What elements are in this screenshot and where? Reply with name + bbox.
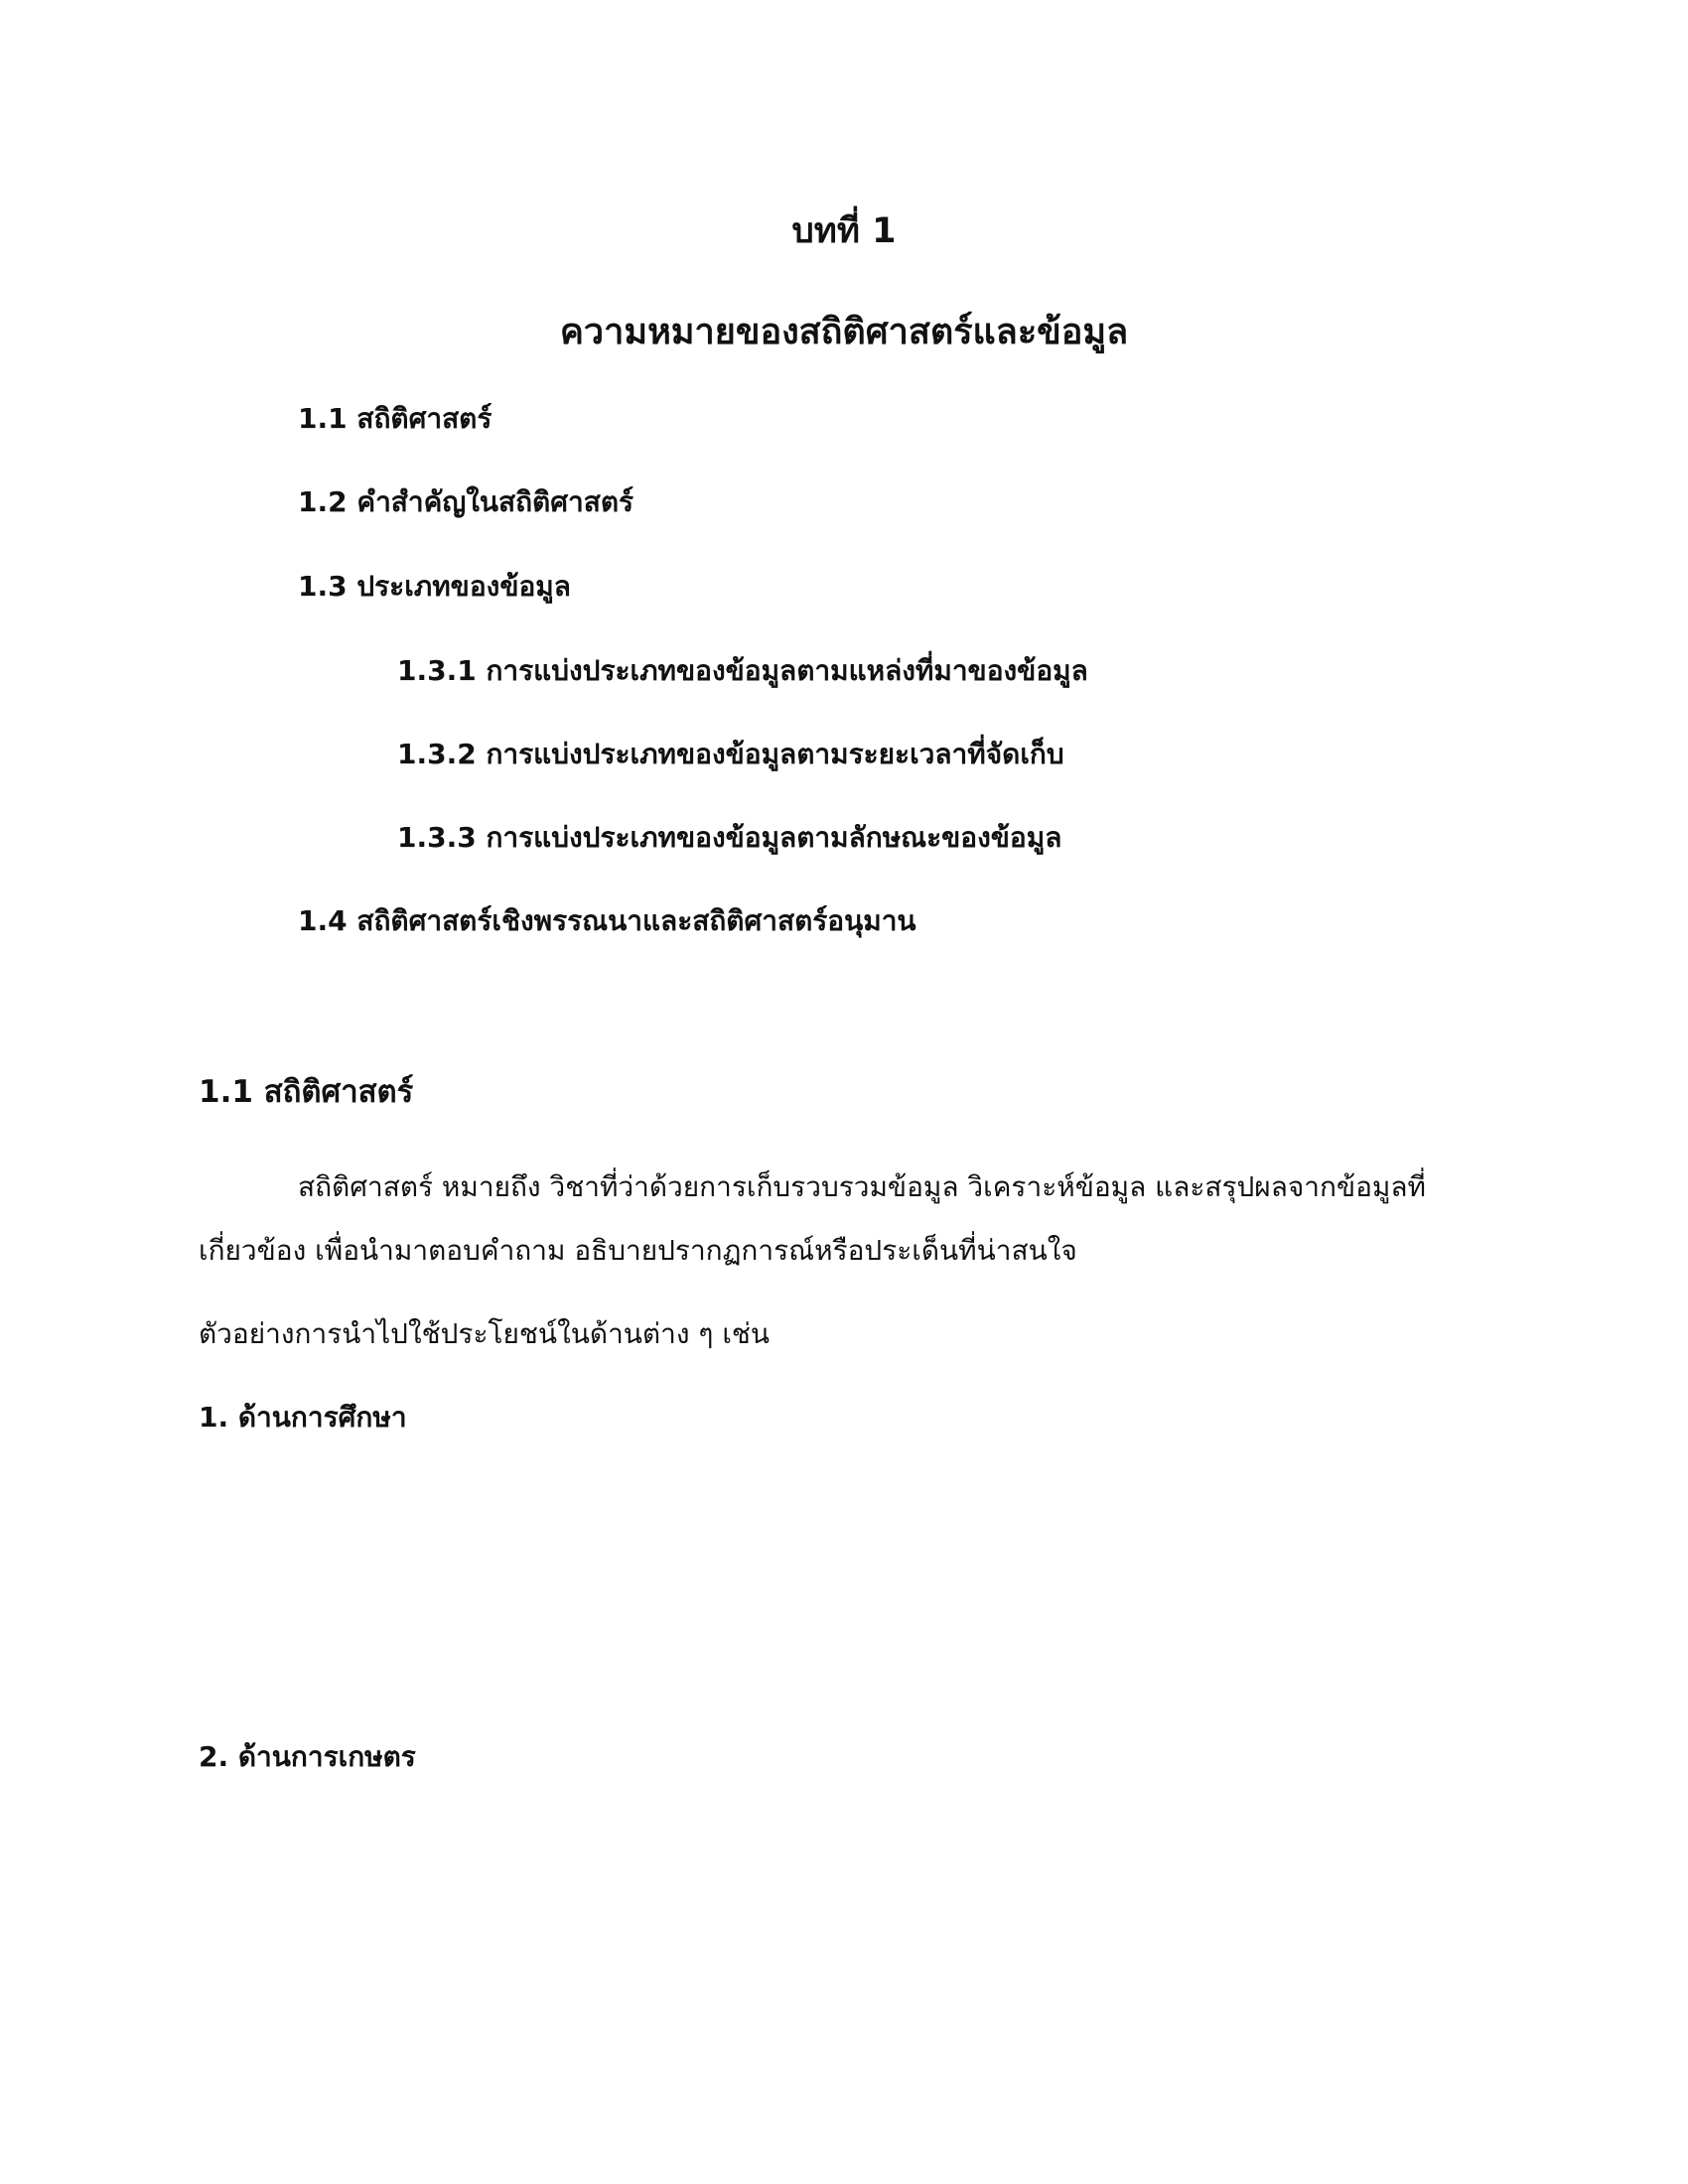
toc-item-1-4: 1.4 สถิติศาสตร์เชิงพรรณนาและสถิติศาสตร์อนุมาน (298, 904, 916, 937)
example-intro: ตัวอย่างการนำไปใช้ประโยชน์ในด้านต่าง ๆ เช่น (199, 1317, 771, 1350)
paragraph-line-1: สถิติศาสตร์ หมายถึง วิชาที่ว่าด้วยการเก็บรวบรวมข้อมูล วิเคราะห์ข้อมูล และสรุปผลจากข้อมูลที่ (298, 1170, 1426, 1203)
toc-item-1-3-2: 1.3.2 การแบ่งประเภทของข้อมูลตามระยะเวลาที่จัดเก็บ (397, 738, 1064, 770)
chapter-title: ความหมายของสถิติศาสตร์และข้อมูล (559, 312, 1129, 352)
list-item-education: 1. ด้านการศึกษา (199, 1401, 407, 1433)
toc-item-1-3-3: 1.3.3 การแบ่งประเภทของข้อมูลตามลักษณะของข้อมูล (397, 821, 1062, 854)
chapter-number: บทที่ 1 (791, 211, 897, 251)
toc-item-1-3: 1.3 ประเภทของข้อมูล (298, 570, 571, 603)
paragraph-line-2: เกี่ยวข้อง เพื่อนำมาตอบคำถาม อธิบายปรากฏการณ์หรือประเด็นที่น่าสนใจ (199, 1234, 1077, 1267)
section-heading: 1.1 สถิติศาสตร์ (199, 1074, 414, 1110)
toc-item-1-1: 1.1 สถิติศาสตร์ (298, 402, 492, 435)
list-item-agriculture: 2. ด้านการเกษตร (199, 1740, 416, 1773)
toc-item-1-2: 1.2 คำสำคัญในสถิติศาสตร์ (298, 485, 634, 518)
toc-item-1-3-1: 1.3.1 การแบ่งประเภทของข้อมูลตามแหล่งที่มาของข้อมูล (397, 654, 1088, 687)
